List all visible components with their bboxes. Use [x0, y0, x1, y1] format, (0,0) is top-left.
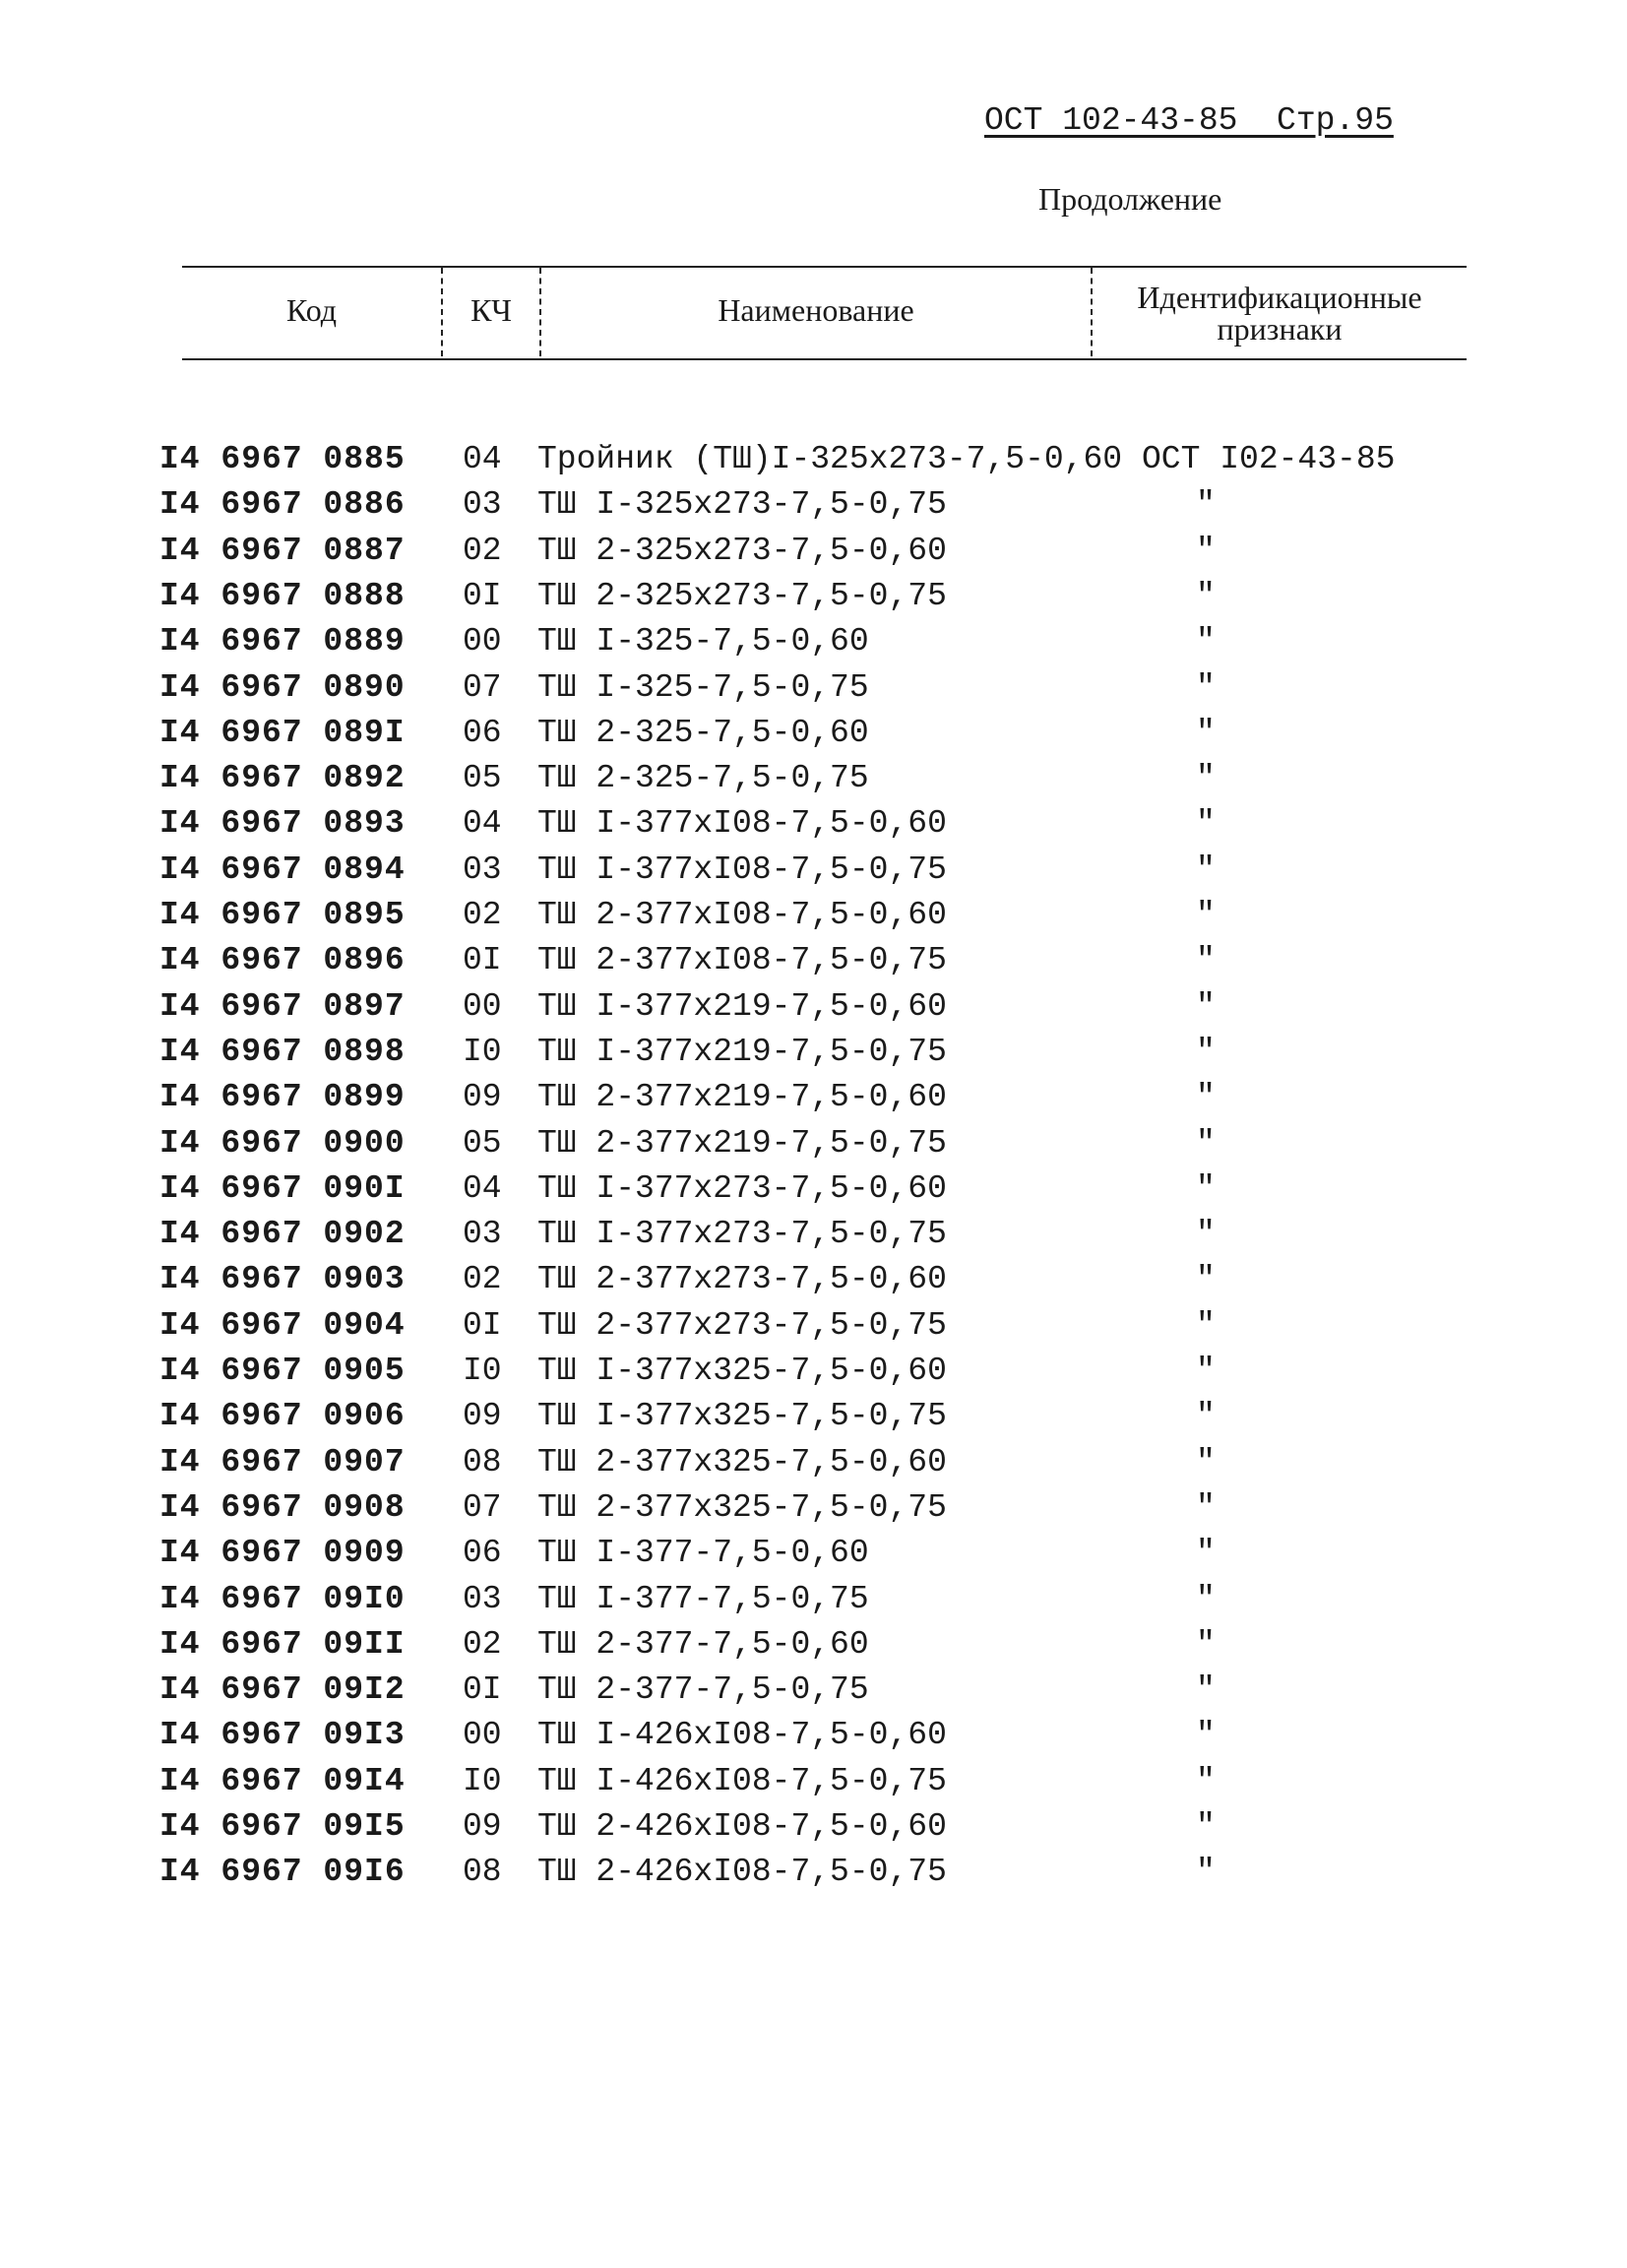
code-cell: I4 6967 0898: [159, 1033, 406, 1070]
name-cell: ТШ I-426xI08-7,5-0,75: [537, 1762, 947, 1799]
ditto-mark: ": [1196, 1216, 1216, 1253]
table-row: [0, 1170, 1627, 1216]
column-header-id-line1: Идентификационные: [1137, 280, 1422, 315]
table-row: [0, 1261, 1627, 1306]
kch-cell: 00: [463, 1717, 502, 1754]
header-top-rule: [182, 266, 1467, 268]
table-row: [0, 1854, 1627, 1899]
code-cell: I4 6967 0889: [159, 623, 406, 661]
table-row: [0, 1535, 1627, 1580]
code-cell: I4 6967 0900: [159, 1124, 406, 1162]
table-row: [0, 578, 1627, 623]
kch-cell: 02: [463, 532, 502, 569]
name-cell: ТШ 2-377xI08-7,5-0,60: [537, 897, 947, 933]
kch-cell: 03: [463, 1580, 502, 1617]
ditto-mark: ": [1196, 1306, 1216, 1344]
ditto-mark: ": [1196, 987, 1216, 1025]
table-row: [0, 441, 1627, 486]
ditto-mark: ": [1196, 1535, 1216, 1572]
kch-cell: 0I: [463, 1671, 502, 1709]
kch-cell: 03: [463, 486, 502, 524]
name-cell: Тройник (ТШ)I-325x273-7,5-0,60: [537, 441, 1123, 477]
table-row: [0, 897, 1627, 942]
continuation-label: Продолжение: [1038, 181, 1222, 217]
code-cell: I4 6967 0902: [159, 1216, 406, 1253]
ditto-mark: ": [1196, 1808, 1216, 1845]
code-cell: I4 6967 0888: [159, 577, 406, 614]
kch-cell: 04: [463, 441, 502, 477]
ditto-mark: ": [1196, 760, 1216, 797]
name-cell: ТШ I-325-7,5-0,60: [537, 623, 869, 661]
ditto-mark: ": [1196, 1854, 1216, 1891]
ditto-mark: ": [1196, 1717, 1216, 1754]
code-cell: I4 6967 0909: [159, 1535, 406, 1572]
table-row: [0, 533, 1627, 578]
ditto-mark: ": [1196, 1124, 1216, 1162]
ditto-mark: ": [1196, 1580, 1216, 1617]
code-cell: I4 6967 0893: [159, 805, 406, 843]
name-cell: ТШ I-426xI08-7,5-0,60: [537, 1717, 947, 1754]
code-cell: I4 6967 0904: [159, 1306, 406, 1344]
table-row: [0, 988, 1627, 1034]
code-cell: I4 6967 0896: [159, 942, 406, 979]
name-cell: ТШ I-377x219-7,5-0,60: [537, 987, 947, 1025]
table-row: [0, 715, 1627, 760]
name-cell: ТШ I-377x219-7,5-0,75: [537, 1033, 947, 1070]
table-row: [0, 1808, 1627, 1854]
name-cell: ТШ 2-325-7,5-0,60: [537, 714, 869, 751]
table-row: [0, 805, 1627, 850]
kch-cell: 04: [463, 1169, 502, 1207]
column-header-code: Код: [285, 292, 338, 328]
code-cell: I4 6967 0892: [159, 760, 406, 797]
kch-cell: 08: [463, 1854, 502, 1891]
table-row: [0, 851, 1627, 897]
table-row: [0, 1626, 1627, 1671]
ditto-mark: ": [1196, 577, 1216, 614]
code-cell: I4 6967 09I5: [159, 1808, 406, 1845]
code-cell: I4 6967 0899: [159, 1079, 406, 1116]
kch-cell: 03: [463, 850, 502, 888]
kch-cell: I0: [463, 1353, 502, 1389]
name-cell: ТШ I-377-7,5-0,60: [537, 1535, 869, 1572]
kch-cell: 09: [463, 1808, 502, 1845]
table-row: [0, 1034, 1627, 1079]
document-reference: ОСТ 102-43-85 Стр.95: [984, 102, 1394, 139]
kch-cell: I0: [463, 1762, 502, 1799]
table-row: [0, 669, 1627, 715]
code-cell: I4 6967 0887: [159, 532, 406, 569]
ditto-mark: ": [1196, 486, 1216, 524]
kch-cell: 00: [463, 623, 502, 661]
kch-cell: 06: [463, 714, 502, 751]
name-cell: ТШ I-377x325-7,5-0,60: [537, 1353, 947, 1389]
kch-cell: 03: [463, 1216, 502, 1253]
ditto-mark: ": [1196, 1079, 1216, 1116]
kch-cell: 02: [463, 897, 502, 933]
name-cell: ТШ I-377x273-7,5-0,75: [537, 1216, 947, 1253]
name-cell: ТШ I-377x273-7,5-0,60: [537, 1169, 947, 1207]
ditto-mark: ": [1196, 623, 1216, 661]
table-row: [0, 1671, 1627, 1717]
table-row: [0, 1125, 1627, 1170]
kch-cell: 02: [463, 1261, 502, 1298]
table-row: [0, 1307, 1627, 1353]
kch-cell: 07: [463, 1488, 502, 1526]
table-row: [0, 623, 1627, 668]
kch-cell: 0I: [463, 942, 502, 979]
code-cell: I4 6967 09I6: [159, 1854, 406, 1891]
name-cell: ТШ 2-325x273-7,5-0,75: [537, 577, 947, 614]
name-cell: ТШ 2-377-7,5-0,60: [537, 1625, 869, 1663]
table-row: [0, 1398, 1627, 1443]
ditto-mark: ": [1196, 1353, 1216, 1389]
table-row: [0, 1717, 1627, 1762]
ditto-mark: ": [1196, 897, 1216, 933]
table-row: [0, 486, 1627, 532]
name-cell: ТШ 2-377x273-7,5-0,60: [537, 1261, 947, 1298]
code-cell: I4 6967 09I0: [159, 1580, 406, 1617]
code-cell: I4 6967 0894: [159, 850, 406, 888]
name-cell: ТШ 2-377x219-7,5-0,60: [537, 1079, 947, 1116]
ditto-mark: ": [1196, 1261, 1216, 1298]
kch-cell: 0I: [463, 577, 502, 614]
ditto-mark: ": [1196, 1443, 1216, 1480]
name-cell: ТШ 2-325-7,5-0,75: [537, 760, 869, 797]
table-row: [0, 1079, 1627, 1124]
ditto-mark: ": [1196, 1762, 1216, 1799]
column-header-id-line2: признаки: [1217, 311, 1343, 346]
table-row: [0, 1489, 1627, 1535]
code-cell: I4 6967 09I4: [159, 1762, 406, 1799]
code-cell: I4 6967 0897: [159, 987, 406, 1025]
kch-cell: 09: [463, 1079, 502, 1116]
name-cell: ТШ I-377xI08-7,5-0,60: [537, 805, 947, 843]
code-cell: I4 6967 0885: [159, 441, 406, 477]
kch-cell: 05: [463, 760, 502, 797]
name-cell: ТШ I-325-7,5-0,75: [537, 668, 869, 706]
ditto-mark: ": [1196, 1169, 1216, 1207]
name-cell: ТШ 2-325x273-7,5-0,60: [537, 532, 947, 569]
table-row: [0, 1444, 1627, 1489]
column-header-id: [1093, 282, 1467, 345]
code-cell: I4 6967 0895: [159, 897, 406, 933]
ditto-mark: ": [1196, 1398, 1216, 1435]
name-cell: ТШ 2-377x273-7,5-0,75: [537, 1306, 947, 1344]
table-row: [0, 1581, 1627, 1626]
name-cell: ТШ I-325x273-7,5-0,75: [537, 486, 947, 524]
code-cell: I4 6967 0886: [159, 486, 406, 524]
id-cell: ОСТ I02-43-85: [1142, 441, 1396, 477]
code-cell: I4 6967 0908: [159, 1488, 406, 1526]
code-cell: I4 6967 0907: [159, 1443, 406, 1480]
name-cell: ТШ 2-426xI08-7,5-0,60: [537, 1808, 947, 1845]
name-cell: ТШ 2-377-7,5-0,75: [537, 1671, 869, 1709]
name-cell: ТШ I-377-7,5-0,75: [537, 1580, 869, 1617]
kch-cell: 0I: [463, 1306, 502, 1344]
name-cell: ТШ 2-377x219-7,5-0,75: [537, 1124, 947, 1162]
code-cell: I4 6967 0890: [159, 668, 406, 706]
kch-cell: 08: [463, 1443, 502, 1480]
name-cell: ТШ I-377xI08-7,5-0,75: [537, 850, 947, 888]
name-cell: ТШ 2-377xI08-7,5-0,75: [537, 942, 947, 979]
ditto-mark: ": [1196, 1671, 1216, 1709]
name-cell: ТШ I-377x325-7,5-0,75: [537, 1398, 947, 1435]
kch-cell: I0: [463, 1033, 502, 1070]
table-row: [0, 760, 1627, 805]
name-cell: ТШ 2-377x325-7,5-0,75: [537, 1488, 947, 1526]
kch-cell: 04: [463, 805, 502, 843]
ditto-mark: ": [1196, 1488, 1216, 1526]
ditto-mark: ": [1196, 1033, 1216, 1070]
ditto-mark: ": [1196, 532, 1216, 569]
table-row: [0, 1763, 1627, 1808]
code-cell: I4 6967 089I: [159, 714, 406, 751]
code-cell: I4 6967 0905: [159, 1353, 406, 1389]
column-header-name: Наименование: [718, 292, 914, 328]
table-row: [0, 1353, 1627, 1398]
kch-cell: 06: [463, 1535, 502, 1572]
ditto-mark: ": [1196, 714, 1216, 751]
header-bottom-rule: [182, 358, 1467, 360]
ditto-mark: ": [1196, 942, 1216, 979]
column-header-kch: КЧ: [470, 292, 512, 328]
code-cell: I4 6967 09I2: [159, 1671, 406, 1709]
ditto-mark: ": [1196, 850, 1216, 888]
kch-cell: 02: [463, 1625, 502, 1663]
ditto-mark: ": [1196, 668, 1216, 706]
kch-cell: 00: [463, 987, 502, 1025]
code-cell: I4 6967 090I: [159, 1169, 406, 1207]
code-cell: I4 6967 09I3: [159, 1717, 406, 1754]
kch-cell: 05: [463, 1124, 502, 1162]
ditto-mark: ": [1196, 805, 1216, 843]
table-row: [0, 942, 1627, 987]
code-cell: I4 6967 09II: [159, 1625, 406, 1663]
code-cell: I4 6967 0903: [159, 1261, 406, 1298]
name-cell: ТШ 2-377x325-7,5-0,60: [537, 1443, 947, 1480]
kch-cell: 07: [463, 668, 502, 706]
name-cell: ТШ 2-426xI08-7,5-0,75: [537, 1854, 947, 1891]
code-cell: I4 6967 0906: [159, 1398, 406, 1435]
ditto-mark: ": [1196, 1625, 1216, 1663]
table-row: [0, 1216, 1627, 1261]
kch-cell: 09: [463, 1398, 502, 1435]
